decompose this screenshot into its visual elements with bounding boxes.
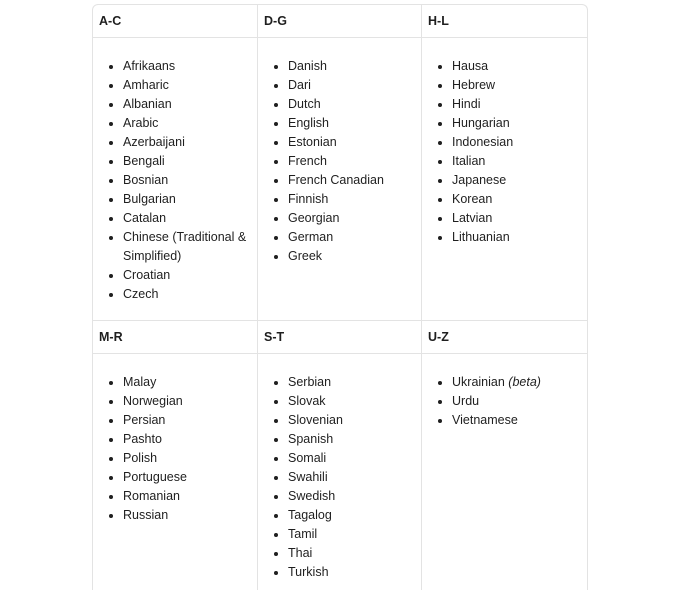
header-row-bottom (93, 321, 587, 354)
list-item: • Thai (288, 544, 421, 563)
list-item: • Hausa (452, 57, 587, 76)
language-name: Ukrainian (452, 375, 505, 389)
list-item: • Pashto (123, 430, 257, 449)
list-item: • Amharic (123, 76, 257, 95)
list-item (452, 373, 587, 392)
group-heading-h-l: H-L (422, 5, 587, 38)
list-item: • Hindi (452, 95, 587, 114)
list-item: • Polish (123, 449, 257, 468)
list-item: • Slovak (288, 392, 421, 411)
list-item: • Arabic (123, 114, 257, 133)
list-item: • Danish (288, 57, 421, 76)
list-item: • Serbian (288, 373, 421, 392)
list-item: • Afrikaans (123, 57, 257, 76)
list-item: • Italian (452, 152, 587, 171)
list-item: • Bulgarian (123, 190, 257, 209)
group-heading-s-t: S-T (258, 321, 422, 354)
list-item: • Bengali (123, 152, 257, 171)
list-item: • Lithuanian (452, 228, 587, 247)
list-item: • Albanian (123, 95, 257, 114)
list-item: • English (288, 114, 421, 133)
list-item: • Indonesian (452, 133, 587, 152)
list-item: • German (288, 228, 421, 247)
list-item: • Korean (452, 190, 587, 209)
language-list-m-r (93, 354, 257, 525)
languages-table (92, 4, 588, 590)
list-item: • Greek (288, 247, 421, 266)
list-item: • French Canadian (288, 171, 421, 190)
list-item: • Czech (123, 285, 257, 304)
group-cell-d-g (258, 38, 422, 321)
body-row-bottom (93, 354, 587, 590)
beta-note: (beta) (508, 375, 541, 389)
body-row-top (93, 38, 587, 321)
group-cell-s-t (258, 354, 422, 590)
list-item: • Tagalog (288, 506, 421, 525)
list-item: • Spanish (288, 430, 421, 449)
list-item: • Estonian (288, 133, 421, 152)
list-item: • Catalan (123, 209, 257, 228)
list-item: • Georgian (288, 209, 421, 228)
language-list-h-l (422, 38, 587, 247)
language-list-s-t (258, 354, 421, 582)
language-list-d-g (258, 38, 421, 266)
group-heading-a-c: A-C (93, 5, 258, 38)
list-item: • Norwegian (123, 392, 257, 411)
list-item: • Latvian (452, 209, 587, 228)
list-item: • Somali (288, 449, 421, 468)
group-heading-m-r: M-R (93, 321, 258, 354)
list-item: • Swedish (288, 487, 421, 506)
list-item: • Azerbaijani (123, 133, 257, 152)
group-cell-h-l (422, 38, 587, 321)
list-item: • Portuguese (123, 468, 257, 487)
list-item: • Finnish (288, 190, 421, 209)
list-item: • Persian (123, 411, 257, 430)
list-item: • Japanese (452, 171, 587, 190)
list-item: • Slovenian (288, 411, 421, 430)
group-cell-m-r (93, 354, 258, 590)
list-item: • Bosnian (123, 171, 257, 190)
list-item: • Hebrew (452, 76, 587, 95)
group-heading-u-z: U-Z (422, 321, 587, 354)
list-item: • Romanian (123, 487, 257, 506)
group-cell-a-c (93, 38, 258, 321)
group-heading-d-g: D-G (258, 5, 422, 38)
list-item: • Tamil (288, 525, 421, 544)
group-cell-u-z (422, 354, 587, 590)
list-item: • French (288, 152, 421, 171)
list-item: • Dari (288, 76, 421, 95)
list-item: • Russian (123, 506, 257, 525)
header-row-top (93, 5, 587, 38)
language-list-u-z (422, 354, 587, 430)
list-item: • Croatian (123, 266, 257, 285)
list-item: • Vietnamese (452, 411, 587, 430)
list-item: • Malay (123, 373, 257, 392)
list-item: • Urdu (452, 392, 587, 411)
list-item: • Swahili (288, 468, 421, 487)
list-item: • Chinese (Traditional & Simplified) (123, 228, 257, 266)
language-list-a-c (93, 38, 257, 304)
list-item: • Hungarian (452, 114, 587, 133)
list-item: • Dutch (288, 95, 421, 114)
list-item: • Turkish (288, 563, 421, 582)
